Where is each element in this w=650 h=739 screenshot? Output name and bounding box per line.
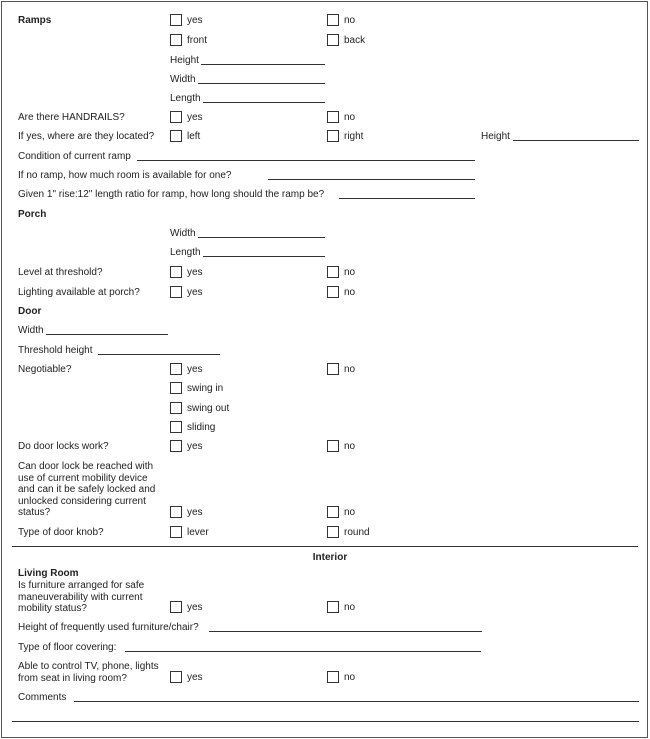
door-knob-lever-checkbox[interactable] bbox=[170, 526, 182, 538]
door-heading: Door bbox=[18, 306, 42, 317]
porch-level-no-checkbox[interactable] bbox=[327, 266, 339, 278]
ramp-condition-label: Condition of current ramp bbox=[18, 151, 131, 162]
door-swing-in-label: swing in bbox=[187, 383, 224, 394]
control-question-line-1: Able to control TV, phone, lights bbox=[18, 661, 159, 672]
handrails-location-question: If yes, where are they located? bbox=[18, 131, 155, 142]
porch-heading: Porch bbox=[18, 209, 47, 220]
ramps-back-checkbox[interactable] bbox=[327, 34, 339, 46]
furniture-height-field[interactable] bbox=[209, 631, 482, 632]
ramps-back-label: back bbox=[344, 35, 366, 46]
handrails-right-checkbox[interactable] bbox=[327, 130, 339, 142]
handrail-height-label: Height bbox=[481, 131, 510, 142]
ramp-condition-field[interactable] bbox=[137, 160, 475, 161]
comments-field-line-2[interactable] bbox=[12, 721, 639, 722]
living-room-heading: Living Room bbox=[18, 568, 79, 579]
door-negotiable-yes-checkbox[interactable] bbox=[170, 363, 182, 375]
section-divider bbox=[12, 546, 638, 547]
door-lock-reach-yes-checkbox[interactable] bbox=[170, 506, 182, 518]
door-swing-out-checkbox[interactable] bbox=[170, 402, 182, 414]
ramps-front-label: front bbox=[187, 35, 208, 46]
porch-length-label: Length bbox=[170, 247, 201, 258]
ramps-width-field[interactable] bbox=[198, 83, 325, 84]
furniture-question-line-2: maneuverability with current bbox=[18, 591, 143, 603]
door-swing-in-checkbox[interactable] bbox=[170, 382, 182, 394]
ramps-no-checkbox[interactable] bbox=[327, 14, 339, 26]
porch-width-label: Width bbox=[170, 228, 196, 239]
porch-lighting-yes-checkbox[interactable] bbox=[170, 286, 182, 298]
ramps-yes-checkbox[interactable] bbox=[170, 14, 182, 26]
door-locks-question: Do door locks work? bbox=[18, 441, 109, 452]
handrails-question: Are there HANDRAILS? bbox=[18, 112, 125, 123]
ramps-yes-label: yes bbox=[187, 15, 203, 26]
door-lock-reach-no-checkbox[interactable] bbox=[327, 506, 339, 518]
door-negotiable-no-label: no bbox=[344, 364, 356, 375]
floor-covering-field[interactable] bbox=[125, 651, 481, 652]
ramps-height-field[interactable] bbox=[201, 64, 325, 65]
door-locks-yes-checkbox[interactable] bbox=[170, 440, 182, 452]
ramps-heading: Ramps bbox=[18, 15, 52, 26]
porch-level-question: Level at threshold? bbox=[18, 267, 103, 278]
comments-field-line-1[interactable] bbox=[74, 701, 639, 702]
handrails-yes-checkbox[interactable] bbox=[170, 111, 182, 123]
furniture-no-checkbox[interactable] bbox=[327, 601, 339, 613]
porch-width-field[interactable] bbox=[198, 237, 325, 238]
control-yes-checkbox[interactable] bbox=[170, 671, 182, 683]
door-lock-reach-line-1: Can door lock be reached with bbox=[18, 461, 154, 472]
ramp-ratio-label: Given 1" rise:12" length ratio for ramp, how long should the ramp be? bbox=[18, 189, 325, 200]
door-sliding-checkbox[interactable] bbox=[170, 421, 182, 433]
door-locks-no-checkbox[interactable] bbox=[327, 440, 339, 452]
handrails-left-checkbox[interactable] bbox=[170, 130, 182, 142]
door-lock-reach-line-3: and can it be safely locked and bbox=[18, 484, 156, 495]
handrails-yes-label: yes bbox=[187, 112, 203, 123]
handrails-left-label: left bbox=[187, 131, 201, 142]
door-knob-question: Type of door knob? bbox=[18, 527, 104, 538]
door-swing-out-label: swing out bbox=[187, 403, 230, 414]
porch-lighting-no-label: no bbox=[344, 287, 356, 298]
porch-level-yes-label: yes bbox=[187, 267, 203, 278]
door-threshold-label: Threshold height bbox=[18, 345, 93, 356]
control-yes-label: yes bbox=[187, 672, 203, 683]
door-negotiable-yes-label: yes bbox=[187, 364, 203, 375]
ramps-length-field[interactable] bbox=[203, 102, 325, 103]
door-negotiable-no-checkbox[interactable] bbox=[327, 363, 339, 375]
porch-lighting-question: Lighting available at porch? bbox=[18, 287, 140, 298]
porch-level-no-label: no bbox=[344, 267, 356, 278]
handrails-no-label: no bbox=[344, 112, 356, 123]
ramps-front-checkbox[interactable] bbox=[170, 34, 182, 46]
door-lock-reach-no-label: no bbox=[344, 507, 356, 518]
door-knob-round-checkbox[interactable] bbox=[327, 526, 339, 538]
door-lock-reach-line-2: use of current mobility device bbox=[18, 472, 148, 484]
furniture-height-label: Height of frequently used furniture/chair? bbox=[18, 622, 199, 633]
door-threshold-field[interactable] bbox=[98, 354, 220, 355]
handrails-no-checkbox[interactable] bbox=[327, 111, 339, 123]
furniture-no-label: no bbox=[344, 602, 356, 613]
ramps-length-label: Length bbox=[170, 93, 201, 104]
door-width-field[interactable] bbox=[46, 334, 168, 335]
door-knob-lever-label: lever bbox=[187, 527, 209, 538]
door-lock-reach-yes-label: yes bbox=[187, 507, 203, 518]
furniture-question-line-3: mobility status? bbox=[18, 603, 87, 614]
door-sliding-label: sliding bbox=[187, 422, 216, 433]
door-lock-reach-line-4: unlocked considering current bbox=[18, 495, 146, 507]
door-width-label: Width bbox=[18, 325, 44, 336]
handrails-right-label: right bbox=[344, 131, 364, 142]
control-no-checkbox[interactable] bbox=[327, 671, 339, 683]
interior-section-title: Interior bbox=[312, 552, 348, 563]
ramps-no-label: no bbox=[344, 15, 356, 26]
porch-level-yes-checkbox[interactable] bbox=[170, 266, 182, 278]
furniture-question bbox=[18, 580, 144, 615]
ramp-ratio-field[interactable] bbox=[339, 198, 475, 199]
furniture-question-line-1: Is furniture arranged for safe bbox=[18, 580, 145, 591]
ramps-height-label: Height bbox=[170, 55, 199, 66]
door-knob-round-label: round bbox=[344, 527, 370, 538]
comments-label: Comments bbox=[18, 692, 67, 703]
porch-length-field[interactable] bbox=[203, 256, 325, 257]
door-negotiable-question: Negotiable? bbox=[18, 364, 72, 375]
door-lock-reach-question bbox=[18, 461, 155, 519]
door-locks-yes-label: yes bbox=[187, 441, 203, 452]
porch-lighting-no-checkbox[interactable] bbox=[327, 286, 339, 298]
furniture-yes-checkbox[interactable] bbox=[170, 601, 182, 613]
control-question bbox=[18, 661, 159, 684]
door-lock-reach-line-5: status? bbox=[18, 507, 51, 518]
door-locks-no-label: no bbox=[344, 441, 356, 452]
control-question-line-2: from seat in living room? bbox=[18, 672, 127, 684]
porch-lighting-yes-label: yes bbox=[187, 287, 203, 298]
handrail-height-field[interactable] bbox=[513, 140, 639, 141]
ramps-width-label: Width bbox=[170, 74, 196, 85]
floor-covering-label: Type of floor covering: bbox=[18, 642, 117, 653]
furniture-yes-label: yes bbox=[187, 602, 203, 613]
no-ramp-room-field[interactable] bbox=[268, 179, 475, 180]
control-no-label: no bbox=[344, 672, 356, 683]
no-ramp-room-label: If no ramp, how much room is available for one? bbox=[18, 170, 232, 181]
